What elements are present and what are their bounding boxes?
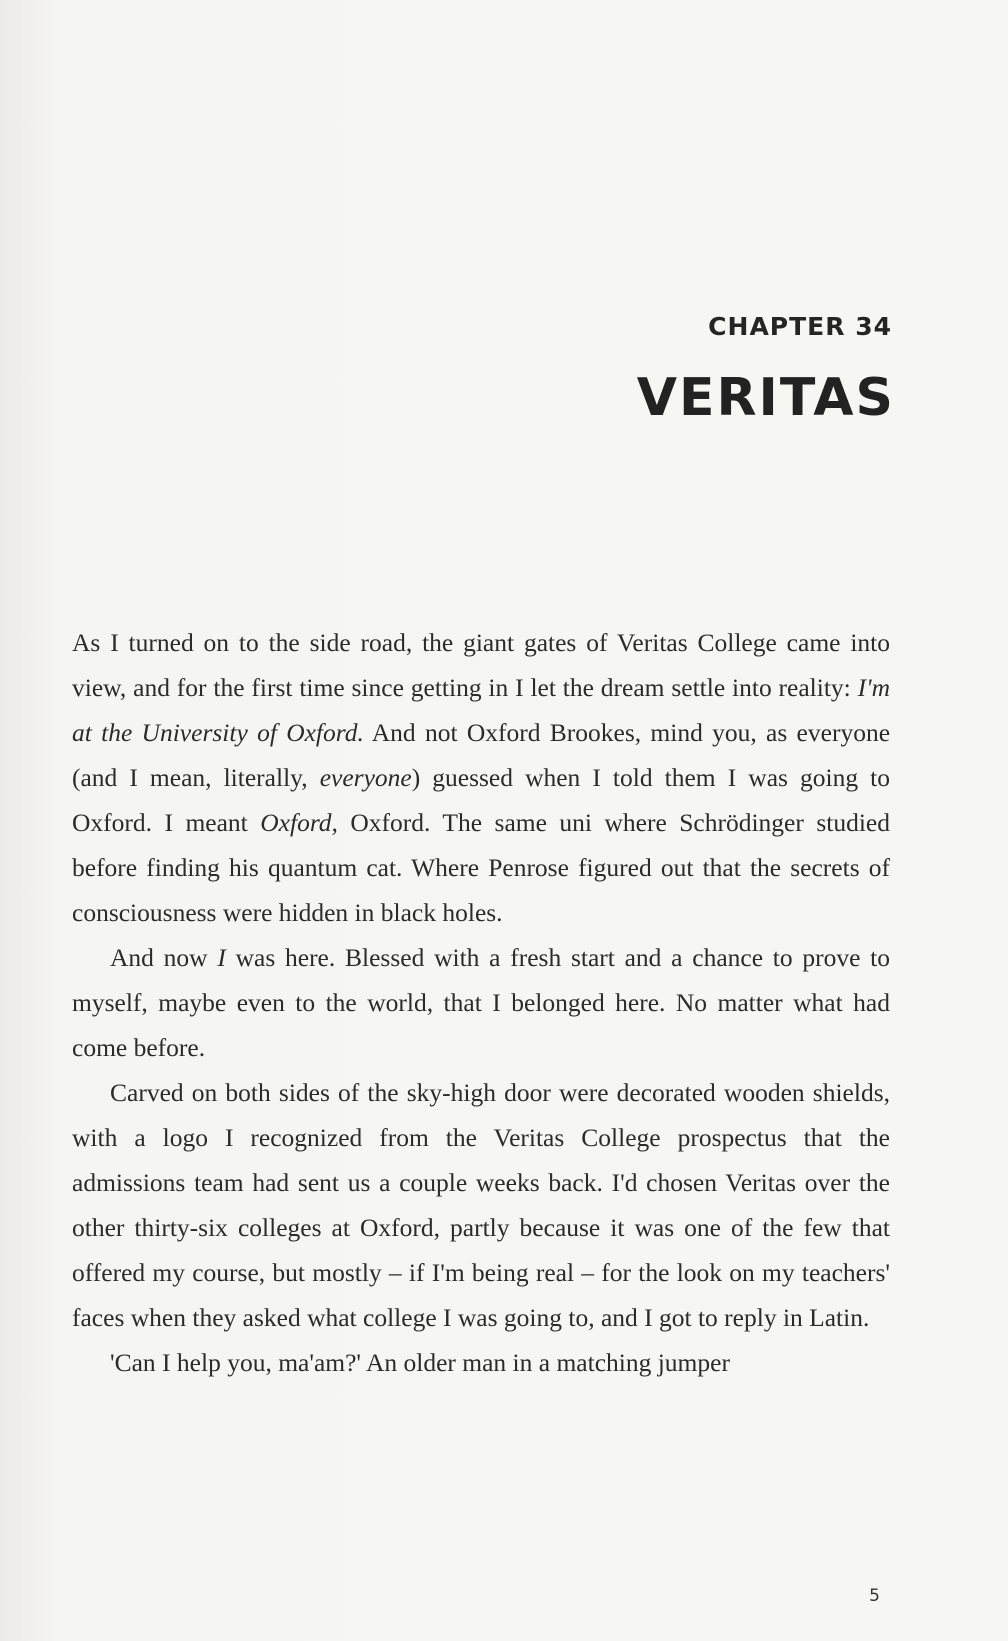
paragraph-2-italic-b: I <box>217 943 226 972</box>
paragraph-2-text-a: And now <box>110 943 218 972</box>
paragraph-3: Carved on both sides of the sky-high door were decorated wooden shields, with a logo I recognized from the Veritas College prospectus that the admissions team had sent us a couple weeks back. I'd chosen Veritas over the other thirty-six colleges at Oxford, partly because it was one of the few that offered my course, but mostly – if I'm being real – for the look on my teachers' faces when they asked what college I was going to, and I got to reply in Latin. <box>72 1078 890 1332</box>
chapter-body <box>72 620 890 1385</box>
page-number: 5 <box>869 1586 880 1606</box>
paragraph-1-text-a: As I turned on to the side road, the giant gates of Veritas College came into view, and for the first time since getting in I let the dream settle into reality: <box>72 628 890 702</box>
chapter-title: VERITAS <box>636 368 895 428</box>
paragraph-2 <box>72 935 890 1070</box>
paragraph-1-text-c: And not Oxford Brookes, mind you, as everyone (and I mean, literally, <box>72 718 891 792</box>
paragraph-1-text-e: ) guessed when I told them I was going to Oxford. I meant <box>72 763 890 837</box>
paragraph-1-italic-b: I'm at the University of Oxford. <box>72 673 890 747</box>
paragraph-1-text-g: Oxford. The same uni where Schrödinger studied before finding his quantum cat. Where Penrose figured out that the secrets of consciousness were hidden in black holes. <box>72 808 891 927</box>
chapter-label: CHAPTER 34 <box>708 312 892 341</box>
paragraph-1-italic-f: Oxford, <box>260 808 338 837</box>
paragraph-1 <box>72 620 890 935</box>
paragraph-2-text-c: was here. Blessed with a fresh start and a chance to prove to myself, maybe even to the world, that I belonged here. No matter what had come before. <box>72 943 890 1062</box>
paragraph-1-italic-d: everyone <box>319 763 412 792</box>
paragraph-4: 'Can I help you, ma'am?' An older man in a matching jumper <box>110 1348 730 1377</box>
